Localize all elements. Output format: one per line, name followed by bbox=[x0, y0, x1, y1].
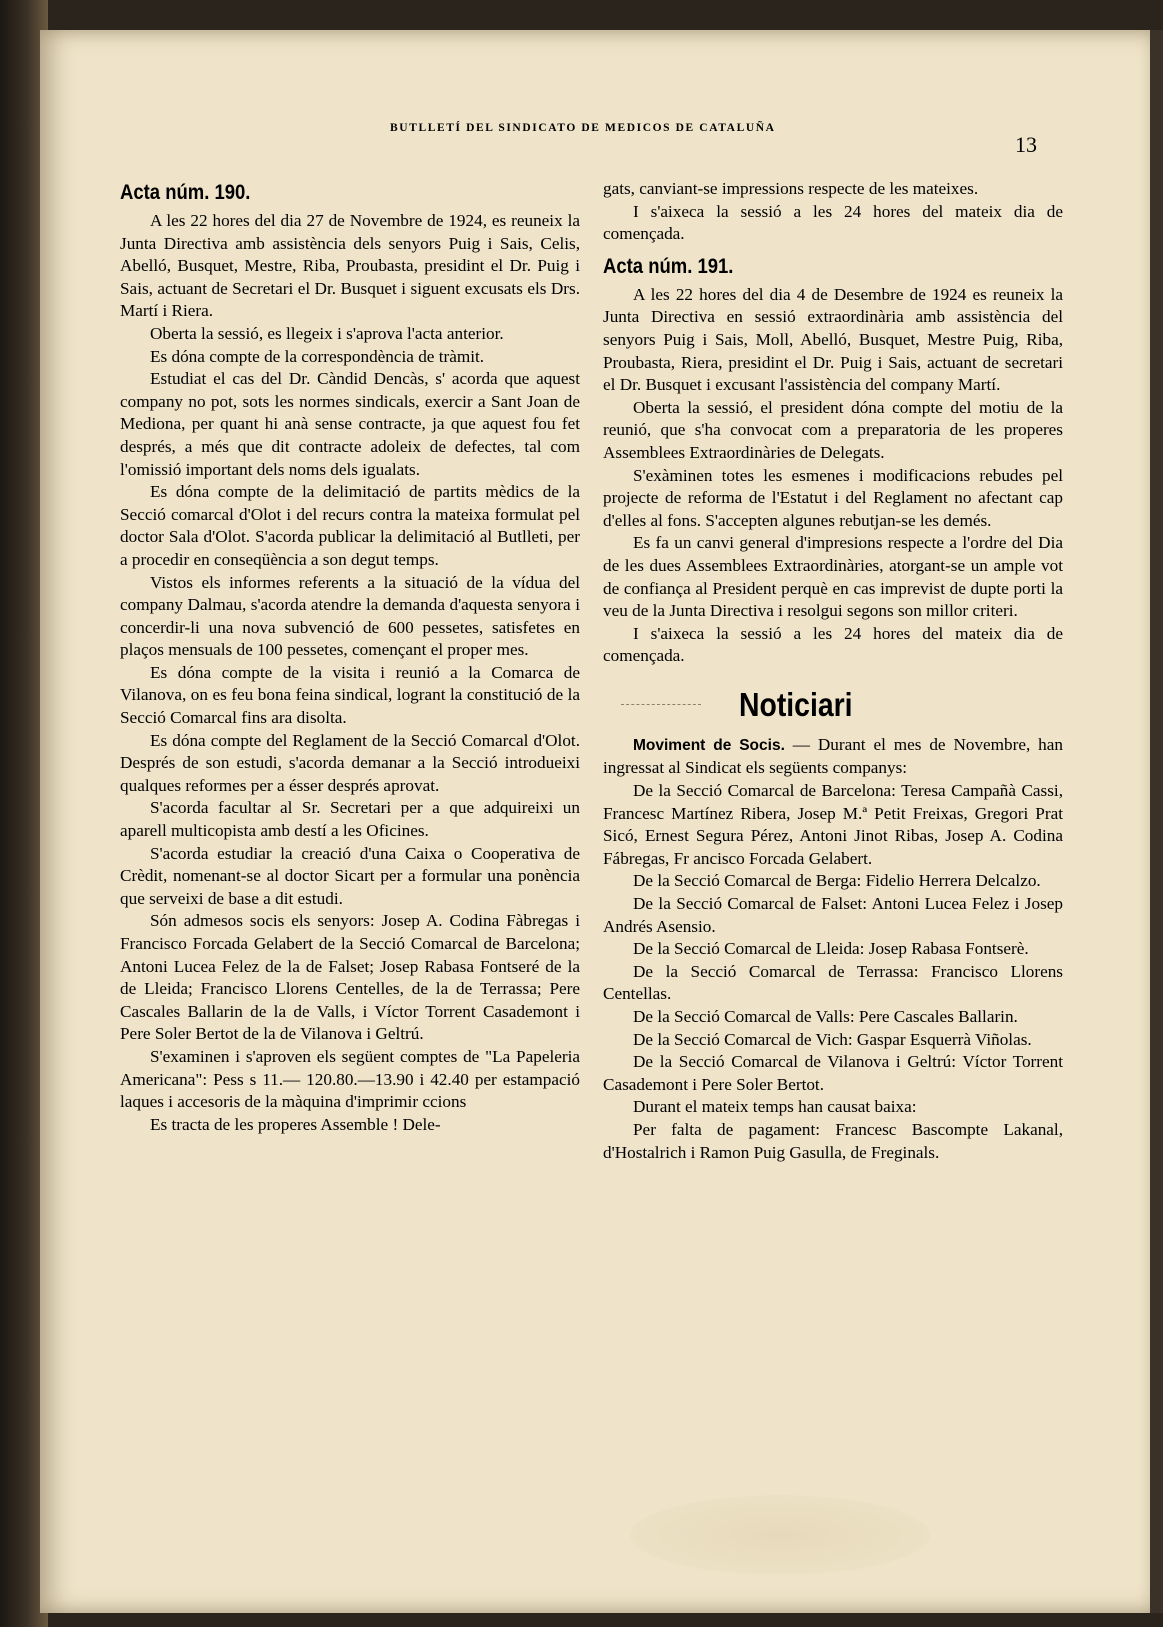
paragraph: Es dóna compte del Reglament de la Secció Comarcal d'Olot. Després de son estudi, s'acorda demanar a la Secció introdueixi qualques reformes per a ésser després aprovat. bbox=[120, 730, 580, 795]
moviment-paragraph bbox=[603, 734, 1063, 780]
list-item: De la Secció Comarcal de Vich: Gaspar Esquerrà Viñolas. bbox=[633, 1029, 1032, 1049]
paragraph: Estudiat el cas del Dr. Càndid Dencàs, s' acorda que aquest company no pot, sots les normes sindicals, exercir a Sant Joan de Mediona, per quant hi anà sense contracte, ja que aquest fou fet després, a més que dit contracte adoleix de defectes, tal com l'omissió important dels noms dels igualats. bbox=[120, 369, 580, 479]
list-item: De la Secció Comarcal de Terrassa: Francisco Llorens Centellas. bbox=[603, 961, 1063, 1004]
paragraph: I s'aixeca la sessió a les 24 hores del mateix dia de començada. bbox=[603, 623, 1063, 666]
left-column bbox=[120, 178, 580, 1136]
paragraph: Oberta la sessió, el president dóna compte del motiu de la reunió, que s'ha convocat com a preparatoria de les properes Assemblees Extraordinàries de Delegats. bbox=[603, 397, 1063, 462]
running-title: BUTLLETÍ DEL SINDICATO DE MEDICOS DE CATALUÑA bbox=[390, 122, 776, 134]
noticiari-title: Noticiari bbox=[739, 685, 853, 723]
paragraph: Vistos els informes referents a la situació de la vídua del company Dalmau, s'acorda atendre la demanda d'aquesta senyora i concerdir-li una nova subvenció de 600 pessetes, satisfetes en plaços mensuals de 100 pessetes, començant el proper mes. bbox=[120, 572, 580, 660]
list-item: De la Secció Comarcal de Falset: Antoni Lucea Felez i Josep Andrés Asensio. bbox=[603, 894, 1063, 936]
right-column bbox=[603, 178, 1063, 1164]
paragraph: Es dóna compte de la correspondència de tràmit. bbox=[150, 346, 485, 366]
paragraph: Es dóna compte de la delimitació de partits mèdics de la Secció comarcal d'Olot i del recurs contra la mateixa formulat pel doctor Sala d'Olot. S'acorda publicar la delimitació al Butlleti, per a procedir en conseqüència a son degut temps. bbox=[120, 482, 580, 569]
list-item: De la Secció Comarcal de Barcelona: Teresa Campañà Cassi, Francesc Martínez Ribera, Josep M.ª Petit Freixas, Gregori Prat Sicó, Ernest Segura Pérez, Antoni Jinot Ribas, Josep A. Codina Fábregas, Fr ancisco Forcada Gelabert. bbox=[603, 781, 1063, 868]
paragraph: A les 22 hores del dia 27 de Novembre de 1924, es reuneix la Junta Directiva amb assistència dels senyors Puig i Sais, Celis, Abelló, Busquet, Mestre, Riba, Proubasta, presidint el Dr. Puig i Sais, actuant de Secretari el Dr. Busquet i siguent excusats els Drs. Martí i Riera. bbox=[120, 211, 580, 321]
paragraph: Es fa un canvi general d'impresions respecte a l'ordre del Dia de les dues Assemblees Extraordinàries, atorgant-se un ample vot de confiança al President perquè en cas imprevist de dupte porti la veu de la Junta Directiva i resolgui segons son millor criteri. bbox=[603, 533, 1063, 621]
paragraph: S'examinen i s'aproven els següent comptes de "La Papeleria Americana": Pess s 11.— 120.80.—13.90 i 42.40 per estampació laques i accesoris de la màquina d'imprimir ccions bbox=[120, 1046, 580, 1112]
paragraph: S'exàminen totes les esmenes i modificacions rebudes pel projecte de reforma de l'Estatut i del Reglament no afectant cap d'elles al fons. S'accepten algunes rebutjan-se les demés. bbox=[603, 465, 1063, 530]
page-number: 13 bbox=[1015, 132, 1037, 157]
paragraph: Oberta la sessió, es llegeix i s'aprova l'acta anterior. bbox=[150, 323, 504, 343]
paragraph-continuation: gats, canviant-se impressions respecte de les mateixes. bbox=[603, 179, 979, 198]
noticiari-heading bbox=[603, 686, 1063, 724]
paragraph: A les 22 hores del dia 4 de Desembre de 1924 es reuneix la Junta Directiva en sessió extraordinària amb assistència del senyors Puig i Sais, Moll, Abelló, Busquet, Mestre Puig, Riba, Proubasta, Riera, presidint el Dr. Puig i Sais, actuant de secretari el Dr. Busquet i excusant l'assistència del company Martí. bbox=[603, 284, 1063, 395]
paragraph: Es tracta de les properes Assemble ! Dele- bbox=[150, 1114, 441, 1134]
list-item: De la Secció Comarcal de Valls: Pere Cascales Ballarin. bbox=[633, 1007, 1018, 1026]
paragraph: I s'aixeca la sessió a les 24 hores del mateix dia de començada. bbox=[603, 201, 1063, 244]
acta-190-title: Acta núm. 190. bbox=[120, 181, 251, 204]
list-item: De la Secció Comarcal de Berga: Fidelio Herrera Delcalzo. bbox=[633, 871, 1041, 891]
list-item: Per falta de pagament: Francesc Bascompte Lakanal, d'Hostalrich i Ramon Puig Gasulla, de Freginals. bbox=[603, 1119, 1063, 1162]
page-edge bbox=[1150, 30, 1163, 1613]
paper-stain bbox=[630, 1495, 930, 1575]
moviment-text: — Durant el mes de Novembre, han ingressat al Sindicat els següents companys: bbox=[603, 734, 1063, 778]
paragraph: Es dóna compte de la visita i reunió a la Comarca de Vilanova, on es feu bona feina sindical, logrant la constitució de la Secció Comarcal fins ara disolta. bbox=[120, 662, 580, 728]
list-item: Durant el mateix temps han causat baixa: bbox=[633, 1097, 917, 1117]
moviment-label: Moviment de Socis. bbox=[633, 736, 785, 754]
list-item: De la Secció Comarcal de Lleida: Josep Rabasa Fontserè. bbox=[633, 939, 1029, 959]
acta-191-title: Acta núm. 191. bbox=[603, 254, 734, 278]
paragraph: S'acorda facultar al Sr. Secretari per a que adquireixi un aparell multicopista amb destí a les Oficines. bbox=[120, 798, 580, 841]
section-rule bbox=[621, 704, 701, 705]
list-item: De la Secció Comarcal de Vilanova i Geltrú: Víctor Torrent Casademont i Pere Soler Bertot. bbox=[603, 1052, 1063, 1094]
paragraph: S'acorda estudiar la creació d'una Caixa o Cooperativa de Crèdit, nomenant-se al doctor Sicart per a formular una ponència que serveixi de base a dit estudi. bbox=[120, 843, 580, 908]
paragraph: Són admesos socis els senyors: Josep A. Codina Fàbregas i Francisco Forcada Gelabert de la Secció Comarcal de Barcelona; Antoni Lucea Felez de la de Falset; Josep Rabasa Fontseré de la de Lleida; Francisco Llorens Centelles, de la de Terrassa; Pere Cascales Ballarin de la de Valls, i Víctor Torrent Casademont i Pere Soler Bertot de la de Vilanova i Geltrú. bbox=[120, 911, 580, 1044]
